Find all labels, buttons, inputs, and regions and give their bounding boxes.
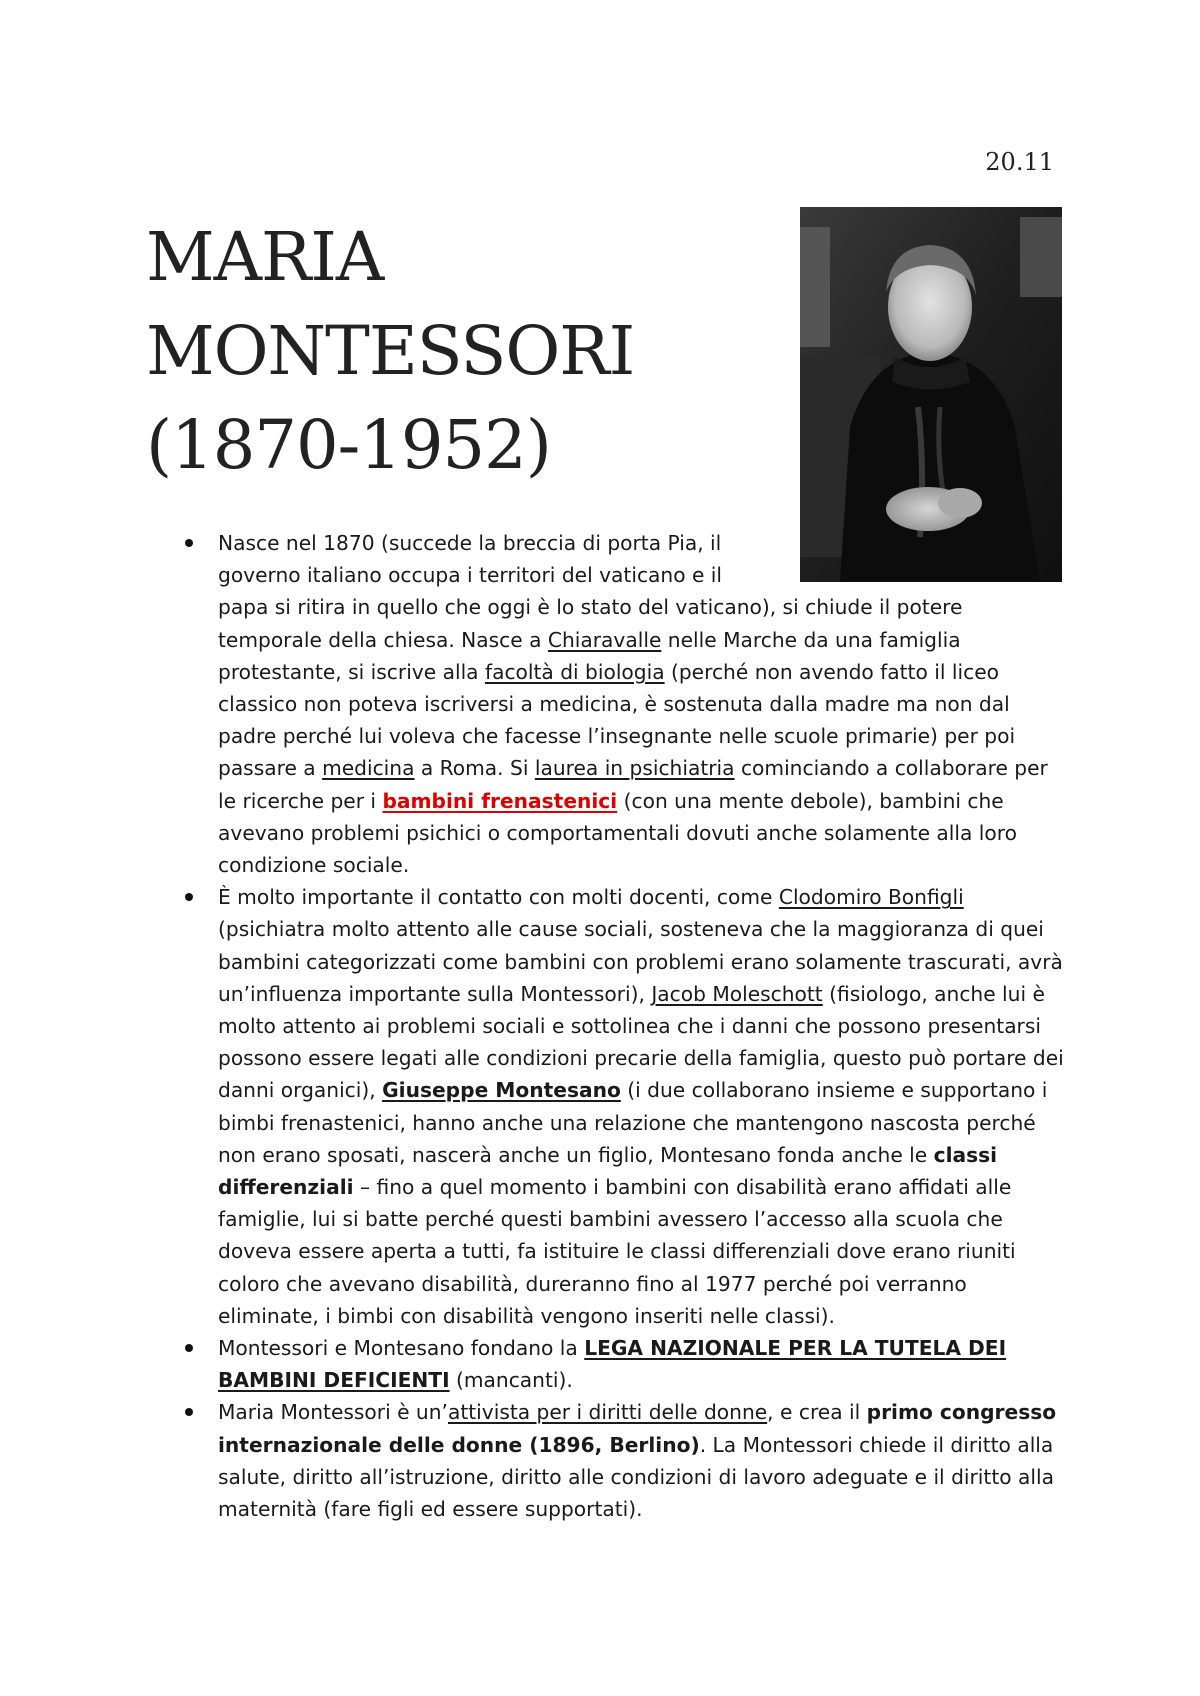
bullet-1-text: (perché non avendo fatto il liceo classico non poteva iscriversi a medicina, è sostenuta dalla madre ma non dal padre perché lui voleva che facesse l’insegnante nelle scuole primarie) per poi passare a bbox=[218, 659, 1016, 781]
underlined-term: attivista per i diritti delle donne bbox=[447, 1400, 768, 1425]
bullet-2-text: – fino a quel momento i bambini con disabilità erano affidati alle famiglie, lui si batte perché questi bambini avessero l’accesso alla scuola che doveva essere aperta a tutti, fa istituire le classi differenziali dove erano riuniti coloro che avevano disabilità, dureranno fino al 1977 perché poi verranno eliminate, i bimbi con disabilità vengono inseriti nelle classi). bbox=[218, 1175, 1016, 1328]
bullet-list bbox=[218, 527, 1068, 1525]
bullet-1-intro: Nasce nel 1870 (succede la breccia di porta Pia, il governo italiano occupa i territori del vaticano e il bbox=[218, 531, 723, 588]
bullet-4-text: , e crea il bbox=[767, 1400, 867, 1425]
bold-term: primo congresso internazionale delle donne (1896, Berlino) bbox=[218, 1400, 1057, 1457]
bullet-4-text: . La Montessori chiede il diritto alla salute, diritto all’istruzione, diritto alle condizioni di lavoro adeguate e il diritto alla maternità (fare figli ed essere supportati). bbox=[218, 1432, 1054, 1522]
list-item bbox=[218, 1396, 1068, 1525]
list-item bbox=[218, 527, 1068, 881]
underlined-term: Jacob Moleschott bbox=[651, 981, 823, 1006]
underlined-term: medicina bbox=[322, 756, 415, 781]
underlined-term: Clodomiro Bonfigli bbox=[778, 885, 964, 910]
portrait-photo bbox=[800, 207, 1062, 582]
bold-underlined-term: LEGA NAZIONALE PER LA TUTELA DEI BAMBINI DEFICIENTI bbox=[218, 1336, 1007, 1393]
bullet-2-text: È molto importante il contatto con molti docenti, come bbox=[218, 885, 779, 910]
portrait-icon bbox=[800, 207, 1062, 582]
underlined-term: Chiaravalle bbox=[547, 627, 662, 652]
bullet-3-text: Montessori e Montesano fondano la bbox=[218, 1336, 585, 1361]
highlighted-term: bambini frenastenici bbox=[382, 788, 618, 813]
title-line-2: MONTESSORI bbox=[146, 312, 635, 390]
date-label: 20.11 bbox=[985, 148, 1054, 176]
page-title bbox=[146, 210, 766, 492]
bold-underlined-term: Giuseppe Montesano bbox=[382, 1078, 621, 1103]
title-line-3: (1870-1952) bbox=[146, 406, 551, 484]
bullet-1-text: a Roma. Si bbox=[414, 756, 535, 781]
bullet-2-text: (i due collaborano insieme e supportano i bimbi frenastenici, hanno anche una relazione che mantengono nascosta perché non erano sposati, nascerà anche un figlio, Montesano fonda anche le bbox=[218, 1078, 1048, 1167]
bullet-2-text: (fisiologo, anche lui è molto attento ai problemi sociali e sottolinea che i danni che possono presentarsi possono essere legati alle condizioni precarie della famiglia, questo può portare dei danni organici), bbox=[218, 981, 1064, 1103]
list-item bbox=[218, 1332, 1068, 1396]
bullet-1-text: cominciando a collaborare per le ricerche per i bbox=[218, 756, 1048, 813]
title-line-1: MARIA bbox=[146, 218, 384, 296]
bullet-1-text: nelle Marche da una famiglia protestante, si iscrive alla bbox=[218, 627, 961, 684]
bullet-4-text: Maria Montessori è un’ bbox=[218, 1400, 448, 1425]
underlined-term: laurea in psichiatria bbox=[534, 756, 735, 781]
bold-term: classi differenziali bbox=[218, 1142, 998, 1200]
list-item bbox=[218, 881, 1068, 1332]
bullet-2-text: (psichiatra molto attento alle cause sociali, sosteneva che la maggioranza di quei bambini categorizzati come bambini con problemi erano solamente trascurati, avrà un’influenza importante sulla Montessori), bbox=[218, 917, 1063, 1006]
bullet-3-text: (mancanti). bbox=[449, 1368, 573, 1393]
bullet-1-text: (con una mente debole), bambini che avevano problemi psichici o comportamentali dovuti anche solamente alla loro condizione sociale. bbox=[218, 788, 1017, 878]
bullet-1-text: papa si ritira in quello che oggi è lo stato del vaticano), si chiude il potere temporale della chiesa. Nasce a bbox=[218, 595, 963, 652]
underlined-term: facoltà di biologia bbox=[484, 659, 665, 684]
